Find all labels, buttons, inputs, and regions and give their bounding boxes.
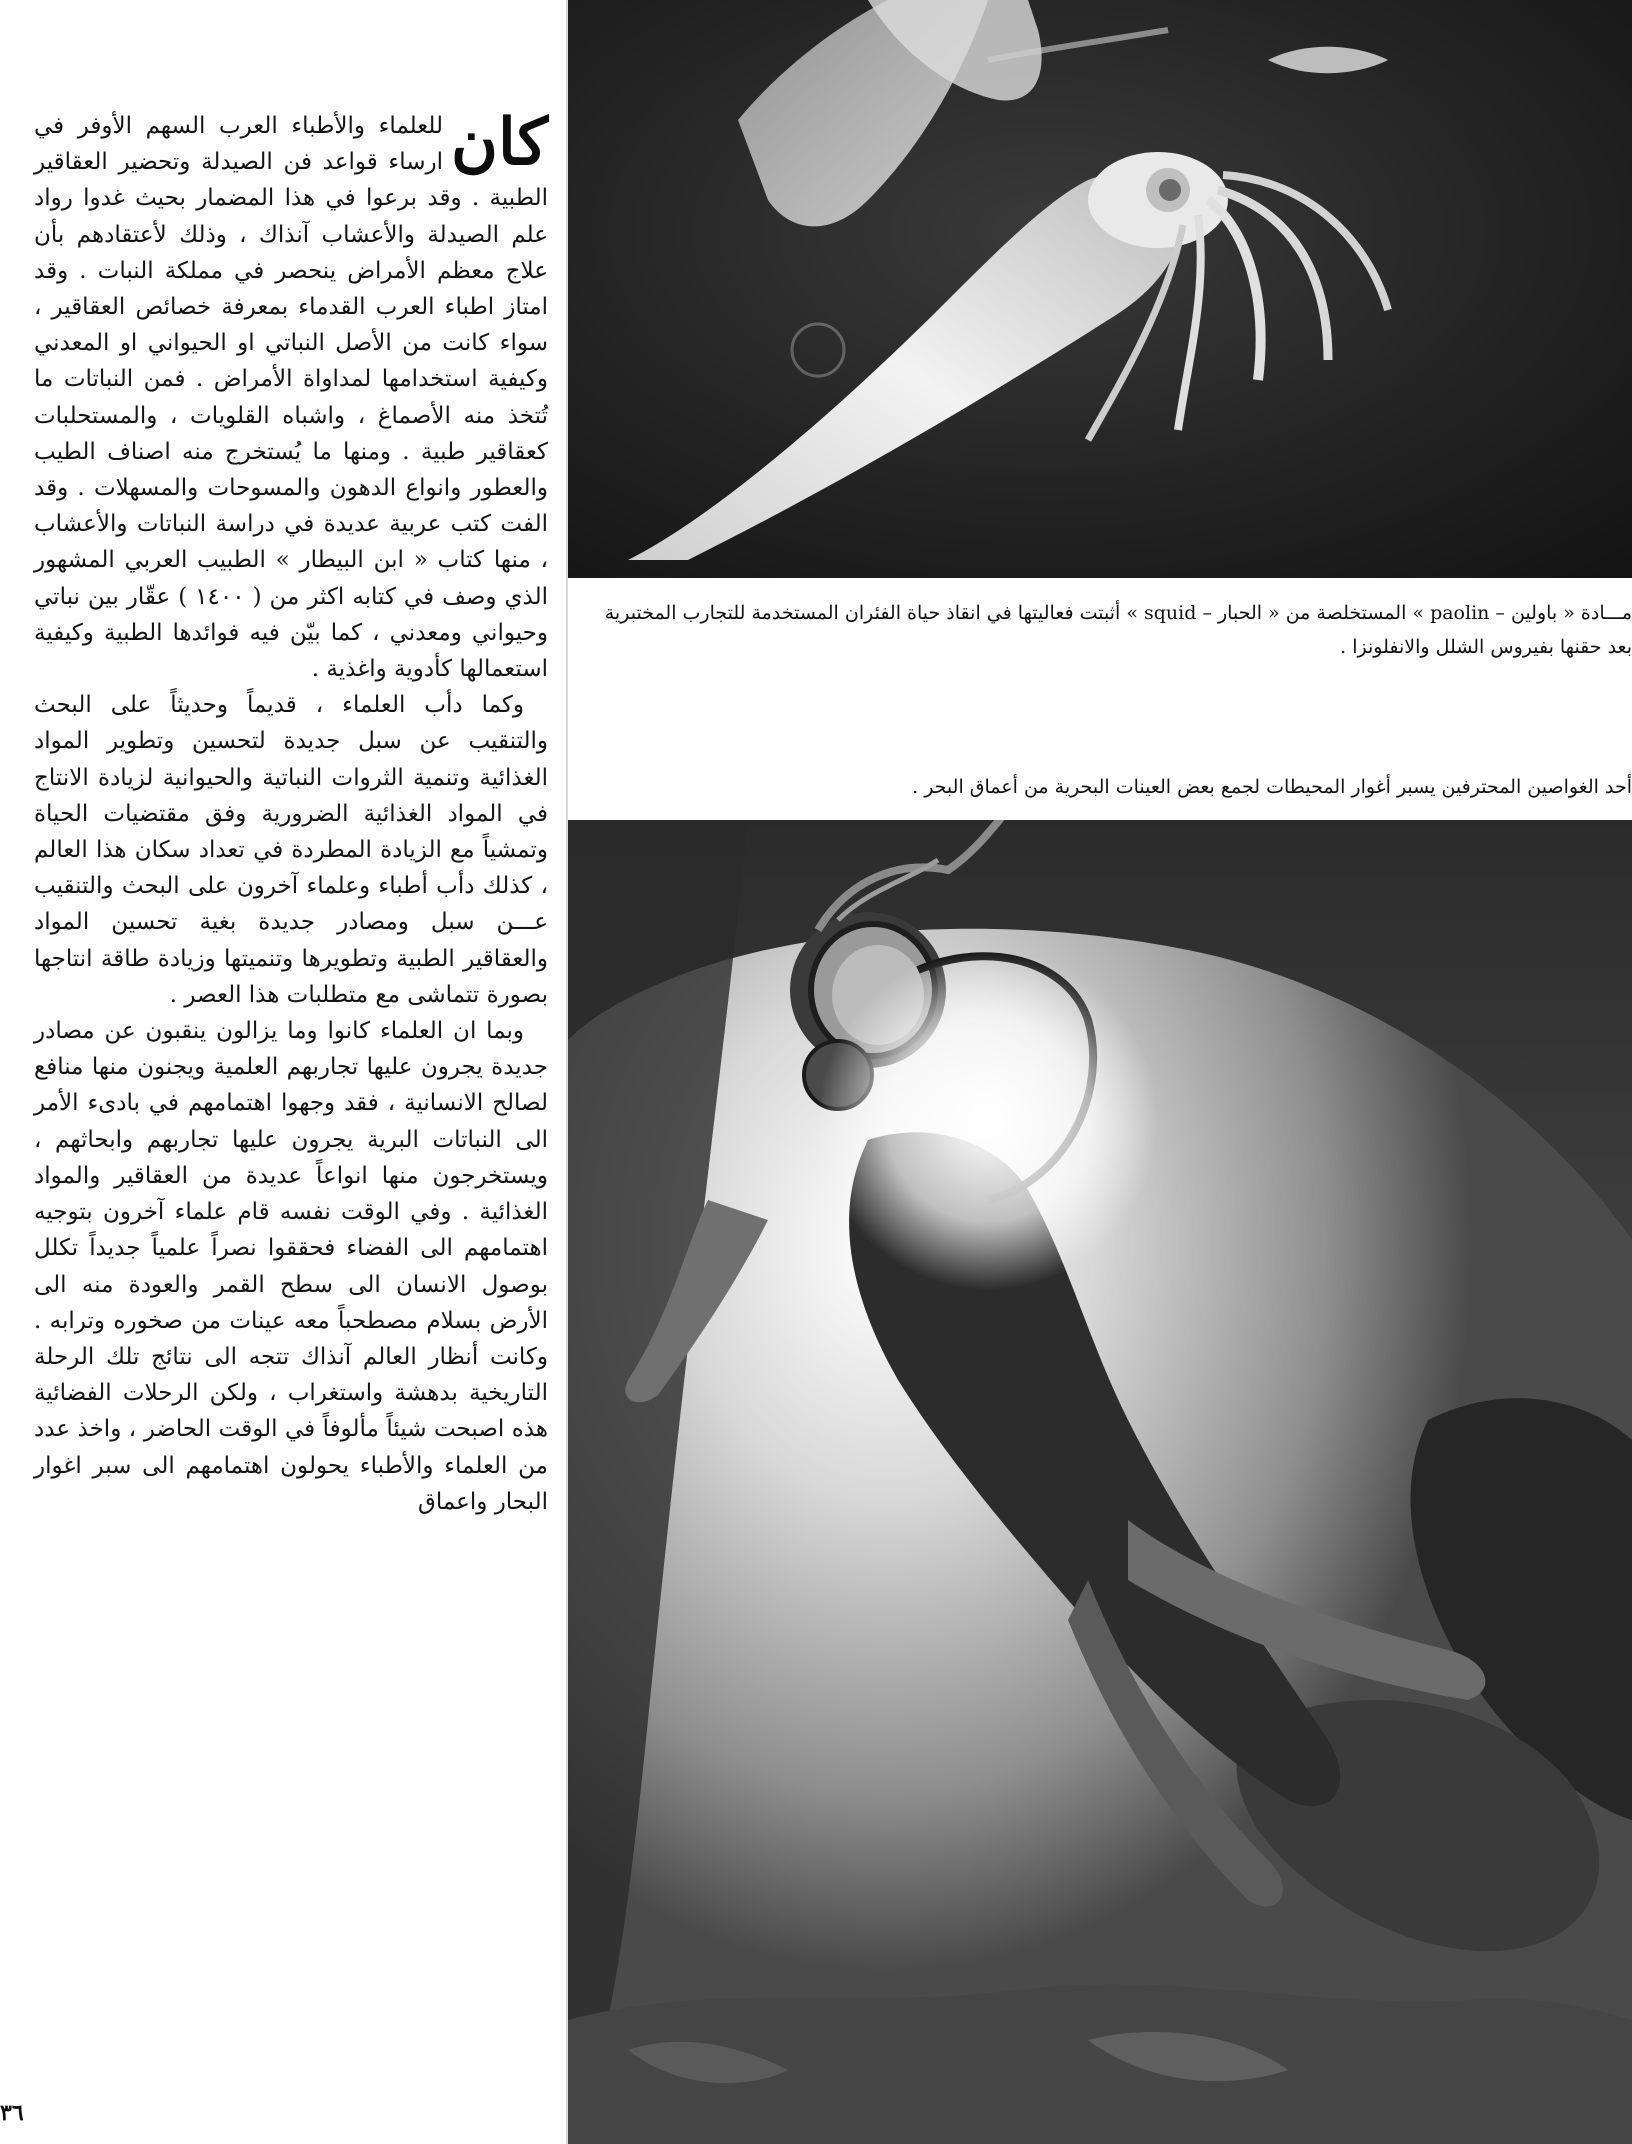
article-body [34, 105, 548, 2032]
page-number: ٣٦ [0, 2100, 24, 2126]
article-paragraph: وكما دأب العلماء ، قديماً وحديثاً على البحث والتنقيب عن سبل جديدة لتحسين وتطوير المواد الغذائية وتنمية الثروات النباتية والحيوانية لزيادة الانتاج في المواد الغذائية الضرورية وفق مقتضيات الحياة وتمشياً مع الزيادة المطردة في تعداد سكان هذا العالم ، كذلك دأب أطباء وعلماء آخرون على البحث والتنقيب عـــن سبل ومصادر جديدة بغية تحسين المواد والعقاقير الطبية وتطويرها وتنميتها وزيادة طاقة انتاجها بصورة تتماشى مع متطلبات هذا العصر . [34, 692, 548, 1008]
squid-image [568, 0, 1632, 578]
squid-photo [568, 0, 1632, 578]
article-paragraph [34, 105, 548, 687]
diver-image [568, 820, 1632, 2144]
article-paragraph-text: للعلماء والأطباء العرب السهم الأوفر في ارساء قواعد فن الصيدلة وتحضير العقاقير الطبية . وقد برعوا في هذا المضمار بحيث غدوا رواد علم الصيدلة والأعشاب آنذاك ، وذلك لأعتقادهم بأن علاج معظم الأمراض ينحصر في مملكة النبات . وقد امتاز اطباء العرب القدماء بمعرفة خصائص العقاقير ، سواء كانت من الأصل النباتي او الحيواني او المعدني وكيفية استخدامها لمداواة الأمراض . فمن النباتات ما تُتخذ منه الأصماغ ، واشباه القلويات ، والمستحلبات كعقاقير طبية . ومنها ما يُستخرج منه اصناف الطيب والعطور وانواع الدهون والمسوحات والمسهلات . وقد الفت كتب عربية عديدة في دراسة النباتات والأعشاب ، منها كتاب « ابن البيطار » الطبيب العربي المشهور الذي وصف في كتابه اكثر من ( ١٤٠٠ ) عقّار بين نباتي وحيواني ومعدني ، كما بيّن فيه فوائدها الطبية وكيفية استعمالها كأدوية واغذية . [34, 113, 548, 683]
diver-photo [568, 820, 1632, 2144]
drop-cap: كان [451, 105, 548, 180]
diver-caption: أحد الغواصين المحترفين يسبر أغوار المحيطات لجمع بعض العينات البحرية من أعماق البحر . [912, 776, 1632, 798]
squid-caption: مـــادة « باولين – paolin » المستخلصة من « الحبار – squid » أثبتت فعاليتها في انقاذ حياة الفئران المستخدمة للتجارب المختبرية بعد حقنها بفيروس الشلل والانفلونزا . [604, 602, 1632, 658]
article-paragraph: وبما ان العلماء كانوا وما يزالون ينقبون عن مصادر جديدة يجرون عليها تجاربهم العلمية ويجنون منها منافع لصالح الانسانية ، فقد وجهوا اهتمامهم في بادىء الأمر الى النباتات البرية يجرون عليها تجاربهم وابحاثهم ، ويستخرجون منها انواعاً عديدة من العقاقير والمواد الغذائية . وفي الوقت نفسه قام علماء آخرون بتوجيه اهتمامهم الى الفضاء فحققوا نصراً علمياً جديداً تكلل بوصول الانسان الى سطح القمر والعودة منه الى الأرض بسلام مصطحباً معه عينات من صخوره وترابه . وكانت أنظار العالم آنذاك تتجه الى نتائج تلك الرحلة التاريخية بدهشة واستغراب ، ولكن الرحلات الفضائية هذه اصبحت شيئاً مألوفاً في الوقت الحاضر ، واخذ عدد من العلماء والأطباء يحولون اهتمامهم الى سبر اغوار البحار واعماق [34, 1018, 548, 1515]
